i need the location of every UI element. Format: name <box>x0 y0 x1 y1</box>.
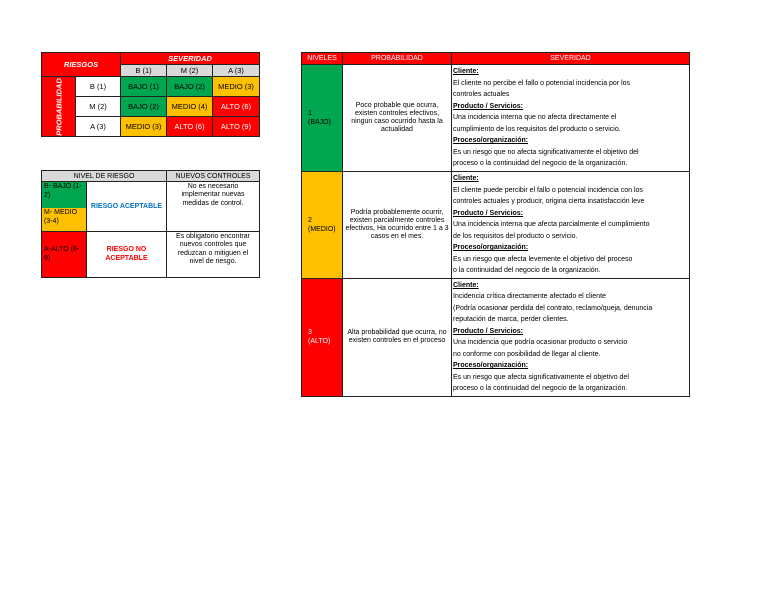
sev-col-b: B (1) <box>121 65 167 77</box>
severity-text-line: proceso o la continuidad del negocio de la organización. <box>453 385 628 392</box>
severity-text-line: El cliente puede percibir el fallo o potencial incidencia con los <box>453 186 643 194</box>
sev-col-m: M (2) <box>167 65 213 77</box>
nivel-riesgo-header: NIVEL DE RIESGO <box>42 171 167 182</box>
severidad-column-header: SEVERIDAD <box>452 53 690 65</box>
nivel-number: 3 <box>308 328 312 336</box>
aceptable-description: No es necesario implementar nuevas medidas de control. <box>167 182 260 232</box>
probabilidad-medio: Podría probablemente ocurrir, existen parcialmente controles efectivos, Ha ocurrido entre 1 a 3 casos en el mes. <box>343 172 452 279</box>
severity-text-line: o la continuidad del negocio de la organización. <box>453 267 601 274</box>
matrix-cell: ALTO (6) <box>213 97 260 117</box>
level-bajo-medio <box>42 182 87 232</box>
sev-col-a: A (3) <box>213 65 260 77</box>
severity-text-line: Incidencia crítica directamente afectado el cliente <box>453 293 606 300</box>
prob-row-a: A (3) <box>76 117 121 137</box>
severity-text-line: cumplimiento de los requisitos del producto o servicio. <box>453 125 621 133</box>
riesgo-no-aceptable <box>87 232 167 278</box>
severity-section-label: Producto / Servicios: <box>453 327 524 335</box>
severity-text-line: (Podría ocasionar perdida del contrato, reclamo/queja, denuncia <box>453 304 653 312</box>
severity-section-label: Proceso/organización: <box>453 137 529 144</box>
matrix-cell: BAJO (1) <box>121 77 167 97</box>
severity-section-label: Cliente: <box>453 175 479 182</box>
matrix-cell: ALTO (9) <box>213 117 260 137</box>
riesgos-header: RIESGOS <box>42 53 121 77</box>
severity-text-line: controles actuales <box>453 91 510 98</box>
severity-text-line: Es un riesgo que afecta levemente el objetivo del proceso <box>453 255 633 263</box>
riesgo-aceptable: RIESGO ACEPTABLE <box>87 182 167 232</box>
severity-text-line: El cliente no percibe el fallo o potencial incidencia por los <box>453 79 631 87</box>
severity-section-label: Producto / Servicios: <box>453 209 524 217</box>
risk-level-legend <box>41 170 260 278</box>
nivel-name: (MEDIO) <box>308 225 336 233</box>
severidad-alto <box>452 278 690 396</box>
severity-text-line: controles actuales y producir, origina cierta insatisfacción leve <box>453 198 645 205</box>
matrix-cell: MEDIO (3) <box>213 77 260 97</box>
matrix-cell: BAJO (2) <box>167 77 213 97</box>
severity-text-line: Es un riesgo que afecta significativamente el objetivo del <box>453 373 629 381</box>
probabilidad-column-header: PROBABILIDAD <box>343 53 452 65</box>
matrix-cell: MEDIO (4) <box>167 97 213 117</box>
risk-levels-table <box>301 52 690 397</box>
severity-text-line: no conforme con posibilidad de llegar al cliente. <box>453 350 601 358</box>
nuevos-controles-header: NUEVOS CONTROLES <box>167 171 260 182</box>
probabilidad-header <box>42 77 76 137</box>
nivel-number: 2 <box>308 216 312 224</box>
nivel-name: (BAJO) <box>308 119 331 126</box>
niveles-header: NIVELES <box>302 53 343 65</box>
probabilidad-label: PROBABILIDAD <box>54 77 63 136</box>
nivel-bajo-cell <box>302 65 343 172</box>
level-alto-label: A-ALTO (6-9) <box>44 245 80 262</box>
probabilidad-bajo: Poco probable que ocurra, existen controles efectivos, ningun caso ocurrido hasta la actualidad <box>343 65 452 172</box>
probabilidad-alto: Alta probabilidad que ocurra, no existen controles en el proceso <box>343 278 452 396</box>
nivel-name: (ALTO) <box>308 338 331 345</box>
no-aceptable-description: Es obligatorio encontrar nuevos controles que reduzcan o mitiguen el nivel de riesgo. <box>167 232 260 278</box>
riesgo-no-label: RIESGO NO <box>106 245 147 253</box>
severity-section-label: Proceso/organización: <box>453 362 529 369</box>
severity-text-line: de los requisitos del producto o servicio. <box>453 232 578 240</box>
severity-text-line: Una incidencia interna que afecta parcialmente el cumplimiento <box>453 221 650 228</box>
severity-text-line: Una incidencia interna que no afecta directamente el <box>453 114 617 121</box>
prob-row-m: M (2) <box>76 97 121 117</box>
severidad-bajo <box>452 65 690 172</box>
severidad-medio <box>452 172 690 279</box>
severity-section-label: Producto / Servicios: <box>453 102 524 110</box>
matrix-cell: BAJO (2) <box>121 97 167 117</box>
nivel-alto-cell <box>302 278 343 396</box>
prob-row-b: B (1) <box>76 77 121 97</box>
severity-section-label: Proceso/organización: <box>453 244 529 251</box>
nivel-medio-cell <box>302 172 343 279</box>
aceptable-label: ACEPTABLE <box>105 254 148 262</box>
severity-text-line: Es un riesgo que no afecta significativamente el objetivo del <box>453 148 639 156</box>
severity-text-line: reputación de marca, perder clientes. <box>453 316 569 323</box>
matrix-cell: ALTO (6) <box>167 117 213 137</box>
severity-text-line: proceso o la continuidad del negocio de la organización. <box>453 160 628 167</box>
level-medio: M- MEDIO (3-4) <box>42 208 86 231</box>
nivel-number: 1 <box>308 109 312 117</box>
level-bajo: B- BAJO (1-2) <box>42 182 86 208</box>
severity-section-label: Cliente: <box>453 68 479 75</box>
matrix-cell: MEDIO (3) <box>121 117 167 137</box>
severity-section-label: Cliente: <box>453 281 479 289</box>
severidad-header: SEVERIDAD <box>121 53 260 65</box>
level-alto <box>42 232 87 278</box>
severity-text-line: Una incidencia que podría ocasionar producto o servicio <box>453 339 628 346</box>
risk-matrix <box>41 52 260 137</box>
